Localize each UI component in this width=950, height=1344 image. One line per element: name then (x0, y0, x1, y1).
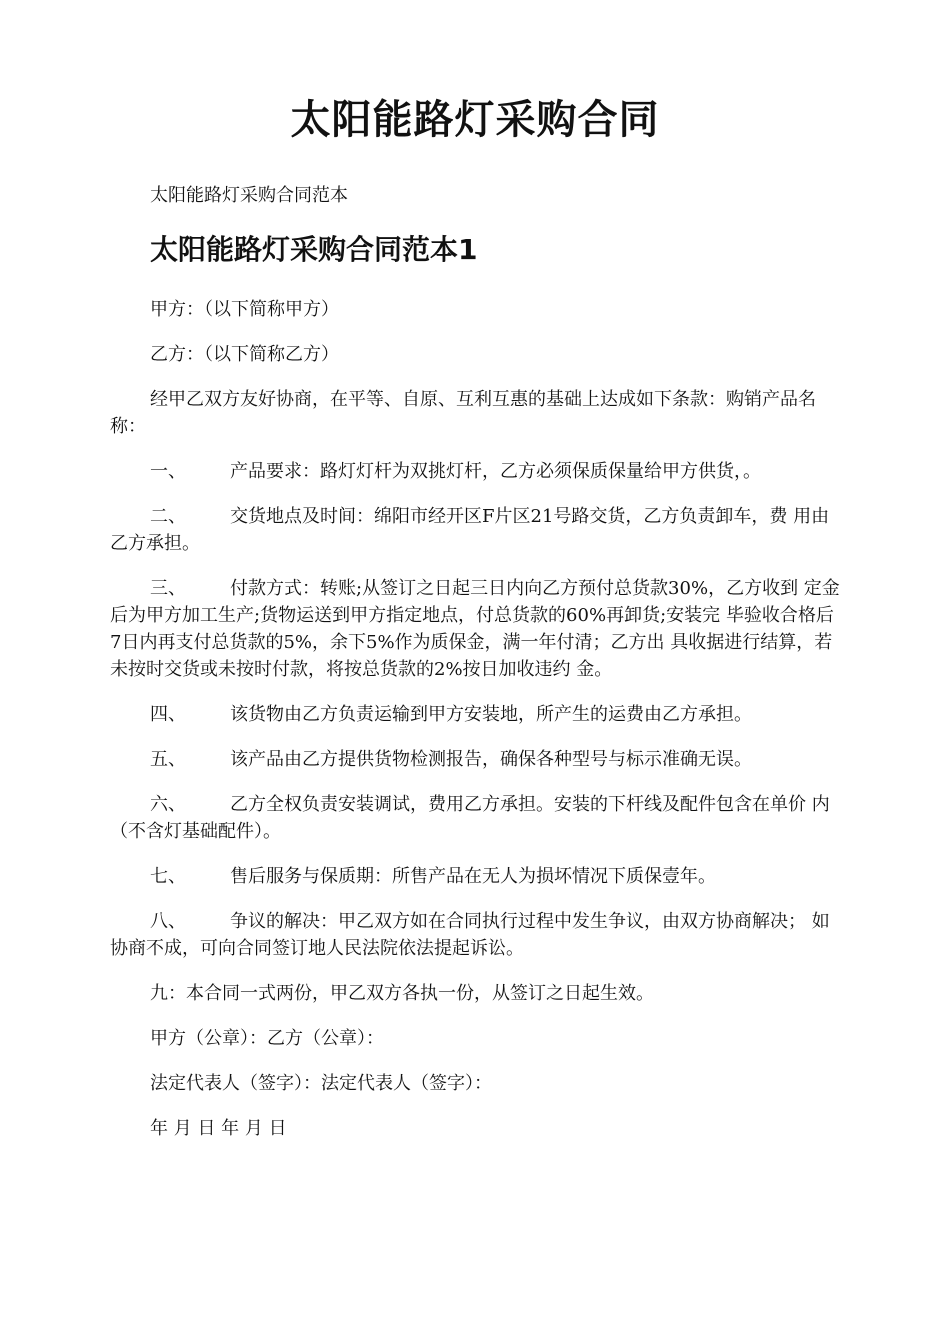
clause-1 (110, 458, 845, 485)
document-title: 太阳能路灯采购合同 (290, 97, 660, 143)
clause-number: 六、 (150, 794, 186, 815)
intro-paragraph: 经甲乙双方友好协商，在平等、自原、互利互惠的基础上达成如下条款：购销产品名称： (110, 389, 816, 437)
clause-7 (110, 863, 845, 890)
clause-text: 交货地点及时间：绵阳市经开区F片区21号路交货，乙方负责卸车，费 用由乙方承担。 (110, 506, 830, 554)
clause-text: 售后服务与保质期：所售产品在无人为损坏情况下质保壹年。 (230, 866, 716, 887)
clause-number: 八、 (150, 911, 186, 932)
clause-3 (110, 575, 845, 683)
clause-number: 七、 (150, 866, 186, 887)
date-line: 年 月 日 年 月 日 (150, 1118, 287, 1139)
clause-text: 争议的解决：甲乙双方如在合同执行过程中发生争议，由双方协商解决； 如协商不成，可向合同签订地人民法院依法提起诉讼。 (110, 911, 830, 959)
clause-number: 四、 (150, 704, 186, 725)
clause-number: 三、 (150, 578, 186, 599)
seal-line: 甲方（公章）：乙方（公章）： (150, 1028, 384, 1049)
clause-5 (110, 746, 845, 773)
clause-6 (110, 791, 845, 845)
clause-2 (110, 503, 845, 557)
section-heading: 太阳能路灯采购合同范本1 (150, 233, 478, 266)
party-b-line: 乙方：（以下简称乙方） (150, 344, 339, 365)
clause-number: 五、 (150, 749, 186, 770)
representative-line: 法定代表人（签字）：法定代表人（签字）： (150, 1073, 492, 1094)
clause-text: 该产品由乙方提供货物检测报告，确保各种型号与标示准确无误。 (230, 749, 752, 770)
clause-4 (110, 701, 845, 728)
document-subtitle: 太阳能路灯采购合同范本 (150, 185, 348, 206)
clause-text: 付款方式：转账;从签订之日起三日内向乙方预付总货款30%，乙方收到 定金后为甲方加工生产;货物运送到甲方指定地点，付总货款的60%再卸货;安装完 毕验收合格后7日内再支付总货款的5%，余下5%作为质保金，满一年付清；乙方出 具收据进行结算，若未按时交货或未按时付款，将按总货款的2%按日加收违约 金。 (110, 578, 840, 680)
party-a-line: 甲方：（以下简称甲方） (150, 299, 339, 320)
clause-number: 一、 (150, 461, 186, 482)
clause-number: 二、 (150, 506, 186, 527)
clause-text: 乙方全权负责安装调试，费用乙方承担。安装的下杆线及配件包含在单价 内（不含灯基础配件）。 (110, 794, 830, 842)
clause-8 (110, 908, 845, 962)
contract-body (110, 296, 845, 1160)
clause-9: 九：本合同一式两份，甲乙双方各执一份，从签订之日起生效。 (150, 983, 654, 1004)
clause-text: 该货物由乙方负责运输到甲方安装地，所产生的运费由乙方承担。 (230, 704, 752, 725)
clause-text: 产品要求：路灯灯杆为双挑灯杆，乙方必须保质保量给甲方供货，。 (230, 461, 761, 482)
